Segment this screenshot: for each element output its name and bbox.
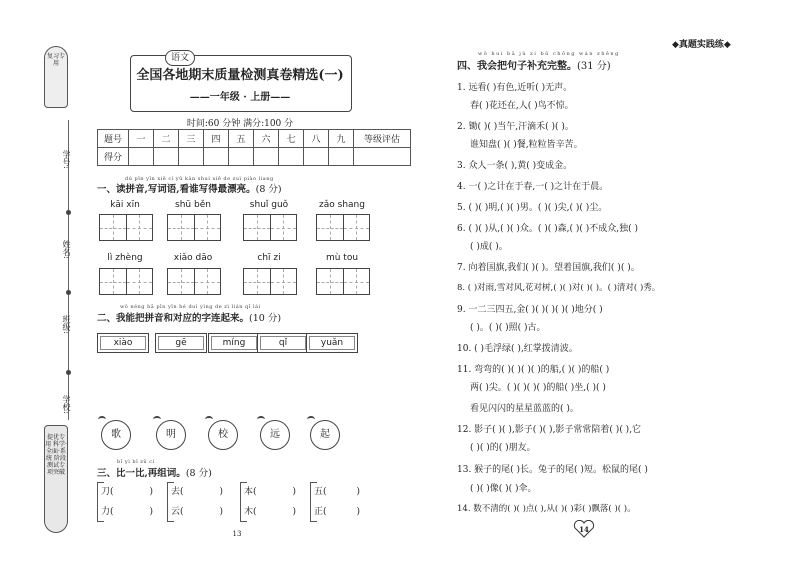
section1-title-text: 一、读拼音,写词语,看谁写得最漂亮。 bbox=[97, 184, 256, 195]
question-line: 两( )尖。( )( )( )( )的船( )坐,( )( ) bbox=[470, 383, 606, 393]
question-line: 6. ( )( )从,( )( )众。( )( )森,( )( )不成众,独( ) bbox=[457, 224, 638, 234]
section3-title-text: 三、比一比,再组词。 bbox=[97, 468, 186, 479]
compare-char: 力( bbox=[101, 507, 114, 517]
section2-points: (10 分) bbox=[249, 313, 282, 324]
section1-points: (8 分) bbox=[255, 184, 282, 195]
field-student-number: 学号: bbox=[62, 150, 71, 169]
question-line: 谁知盘( )( )餐,粒粒皆辛苦。 bbox=[470, 140, 583, 150]
compare-close: ) bbox=[292, 487, 297, 497]
compare-char: 正( bbox=[314, 507, 327, 517]
score-input[interactable] bbox=[279, 148, 304, 166]
score-input[interactable] bbox=[354, 148, 411, 166]
score-cell: 六 bbox=[254, 130, 279, 148]
question-line: 5. ( )( )明,( )( )男。( )( )尖,( )( )尘。 bbox=[457, 203, 608, 213]
writing-grid[interactable] bbox=[167, 214, 221, 241]
question-line: 12. 影子( )( ),影子( )( ),影子常常陪着( )( ),它 bbox=[457, 425, 642, 435]
field-name: 姓名: bbox=[62, 240, 71, 259]
compare-item[interactable] bbox=[101, 484, 153, 497]
score-label: 得分 bbox=[98, 148, 129, 166]
section2-title bbox=[97, 310, 281, 324]
question-line: 看见闪闪的星星蓝蓝的( )。 bbox=[470, 404, 579, 414]
writing-grid[interactable] bbox=[99, 268, 153, 295]
score-cell: 三 bbox=[179, 130, 204, 148]
question-line: 春( )花还在,人( )鸟不惊。 bbox=[470, 101, 574, 111]
compare-close: ) bbox=[149, 507, 154, 517]
writing-grid[interactable] bbox=[316, 214, 370, 241]
pinyin-card[interactable]: yuǎn bbox=[306, 333, 358, 353]
score-input[interactable] bbox=[154, 148, 179, 166]
pinyin-card[interactable]: gē bbox=[155, 333, 207, 353]
margin-top-tag: 复习专用 bbox=[44, 46, 68, 108]
question-line: 2. 锄( )( )当午,汗滴禾( )( )。 bbox=[457, 122, 574, 132]
score-input[interactable] bbox=[304, 148, 329, 166]
section4-title bbox=[457, 57, 611, 72]
question-line: ( )( )像( )( )伞。 bbox=[470, 484, 537, 494]
word-pinyin: xiǎo dāo bbox=[173, 253, 213, 263]
score-cell: 五 bbox=[229, 130, 254, 148]
compare-item[interactable] bbox=[314, 484, 360, 497]
question-line: 10. ( )毛浮绿( ),红掌拨清波。 bbox=[457, 344, 578, 354]
compare-char: 木( bbox=[244, 507, 257, 517]
question-line: 11. 弯弯的( )( )( )( )的船,( )( )的船( ) bbox=[457, 365, 610, 375]
score-input[interactable] bbox=[204, 148, 229, 166]
score-cell: 题号 bbox=[98, 130, 129, 148]
word-pinyin: kāi xīn bbox=[110, 200, 140, 210]
section1-pinyin: dú pīn yīn xiě cí yǔ kàn shuí xiě de zuì piào liang bbox=[125, 176, 274, 182]
question-line: 7. 向着国旗,我们( )( )。望着国旗,我们( )( )。 bbox=[457, 263, 640, 273]
page-number-right: 14 bbox=[579, 525, 589, 534]
score-table-header-row bbox=[98, 130, 411, 148]
section3-points: (8 分) bbox=[185, 468, 212, 479]
compare-item[interactable] bbox=[244, 504, 296, 517]
pinyin-card[interactable]: míng bbox=[208, 333, 260, 353]
score-cell: 八 bbox=[304, 130, 329, 148]
word-pinyin: chī zi bbox=[257, 253, 281, 263]
writing-grid[interactable] bbox=[243, 268, 297, 295]
score-input[interactable] bbox=[229, 148, 254, 166]
compare-char: 本( bbox=[244, 487, 257, 497]
question-line: ( )。( )( )照( )古。 bbox=[470, 323, 546, 333]
margin-bottom-tag: 提优专用 科学·全面·系统 阶段测试专项突破 bbox=[44, 425, 68, 533]
compare-close: ) bbox=[149, 487, 154, 497]
question-line: 9. 一二三四五,金( )( )( )( )( )地分( ) bbox=[457, 305, 603, 315]
question-line: 1. 远看( )有色,近听( )无声。 bbox=[457, 83, 573, 93]
compare-close: ) bbox=[292, 507, 297, 517]
section4-title-text: 四、我会把句子补充完整。 bbox=[457, 61, 577, 72]
compare-item[interactable] bbox=[171, 504, 223, 517]
compare-char: 刀( bbox=[101, 487, 114, 497]
score-cell: 等级评估 bbox=[354, 130, 411, 148]
margin-dot bbox=[66, 370, 71, 375]
compare-item[interactable] bbox=[314, 504, 360, 517]
compare-close: ) bbox=[219, 507, 224, 517]
char-apple[interactable]: 明 bbox=[156, 420, 186, 450]
word-pinyin: lì zhèng bbox=[107, 253, 143, 263]
section2-title-text: 二、我能把拼音和对应的字连起来。 bbox=[97, 313, 250, 324]
score-table bbox=[97, 129, 411, 166]
question-line: 3. 众人一条( ),黄( )变成金。 bbox=[457, 161, 573, 171]
section4-points: (31 分) bbox=[577, 61, 611, 72]
field-school: 学校: bbox=[62, 395, 71, 414]
section4-pinyin: wǒ huì bǎ jù zi bǔ chōng wán zhěng bbox=[478, 51, 620, 57]
question-line: ( )( )的( )朋友。 bbox=[470, 443, 536, 453]
writing-grid[interactable] bbox=[99, 214, 153, 241]
score-cell: 二 bbox=[154, 130, 179, 148]
word-pinyin: zǎo shang bbox=[319, 200, 365, 210]
compare-close: ) bbox=[356, 487, 361, 497]
pinyin-card[interactable]: qǐ bbox=[257, 333, 309, 353]
score-cell: 九 bbox=[329, 130, 354, 148]
page-number-left: 13 bbox=[232, 530, 242, 538]
score-table-score-row bbox=[98, 148, 411, 166]
char-apple[interactable]: 远 bbox=[260, 420, 290, 450]
compare-close: ) bbox=[356, 507, 361, 517]
compare-char: 去( bbox=[171, 487, 184, 497]
question-line: 4. 一( )之计在于春,一( )之计在于晨。 bbox=[457, 182, 609, 192]
score-input[interactable] bbox=[179, 148, 204, 166]
margin-dot bbox=[66, 210, 71, 215]
question-line: 8. ( )对雨,雪对风,花对树,( )( )对( )( )。( )清对( )秀。 bbox=[457, 283, 661, 293]
compare-item[interactable] bbox=[101, 504, 153, 517]
section3-title bbox=[97, 465, 212, 479]
word-pinyin: shuǐ guǒ bbox=[249, 200, 289, 210]
question-line: 14. 数不清的( )( )点( ),从( )( )彩( )飘落( )( )。 bbox=[457, 504, 636, 514]
compare-close: ) bbox=[219, 487, 224, 497]
section2-pinyin: wǒ néng bǎ pīn yīn hé duì yìng de zì lián qǐ lái bbox=[120, 304, 261, 310]
char-apple[interactable]: 校 bbox=[208, 420, 238, 450]
compare-char: 五( bbox=[314, 487, 327, 497]
time-info: 时间:60 分钟 满分:100 分 bbox=[186, 119, 294, 129]
section1-title bbox=[97, 181, 282, 195]
word-pinyin: mù tou bbox=[325, 253, 359, 263]
question-line: 13. 猴子的尾( )长。兔子的尾( )短。松鼠的尾( ) bbox=[457, 465, 648, 475]
char-apple[interactable]: 歌 bbox=[101, 420, 131, 450]
char-apple[interactable]: 起 bbox=[310, 420, 340, 450]
writing-grid[interactable] bbox=[243, 214, 297, 241]
field-class: 班级: bbox=[62, 315, 71, 334]
pinyin-card[interactable]: xiào bbox=[97, 333, 149, 353]
compare-item[interactable] bbox=[244, 484, 296, 497]
word-pinyin: shū běn bbox=[175, 200, 211, 210]
question-line: ( )成( )。 bbox=[470, 242, 508, 252]
compare-char: 云( bbox=[171, 507, 184, 517]
score-cell: 七 bbox=[279, 130, 304, 148]
score-input[interactable] bbox=[254, 148, 279, 166]
score-cell: 一 bbox=[129, 130, 154, 148]
page-tag: ◆真题实践练◆ bbox=[672, 40, 731, 50]
grade-label: ——一年级 · 上册—— bbox=[189, 92, 291, 103]
subject-badge: 语文 bbox=[165, 50, 195, 66]
score-input[interactable] bbox=[329, 148, 354, 166]
score-input[interactable] bbox=[129, 148, 154, 166]
score-cell: 四 bbox=[204, 130, 229, 148]
section3-pinyin: bǐ yì bǐ zǔ cí bbox=[117, 459, 155, 465]
compare-item[interactable] bbox=[171, 484, 223, 497]
margin-dot bbox=[66, 290, 71, 295]
writing-grid[interactable] bbox=[316, 268, 370, 295]
writing-grid[interactable] bbox=[167, 268, 221, 295]
page-title: 全国各地期末质量检测真卷精选(一) bbox=[136, 68, 344, 83]
